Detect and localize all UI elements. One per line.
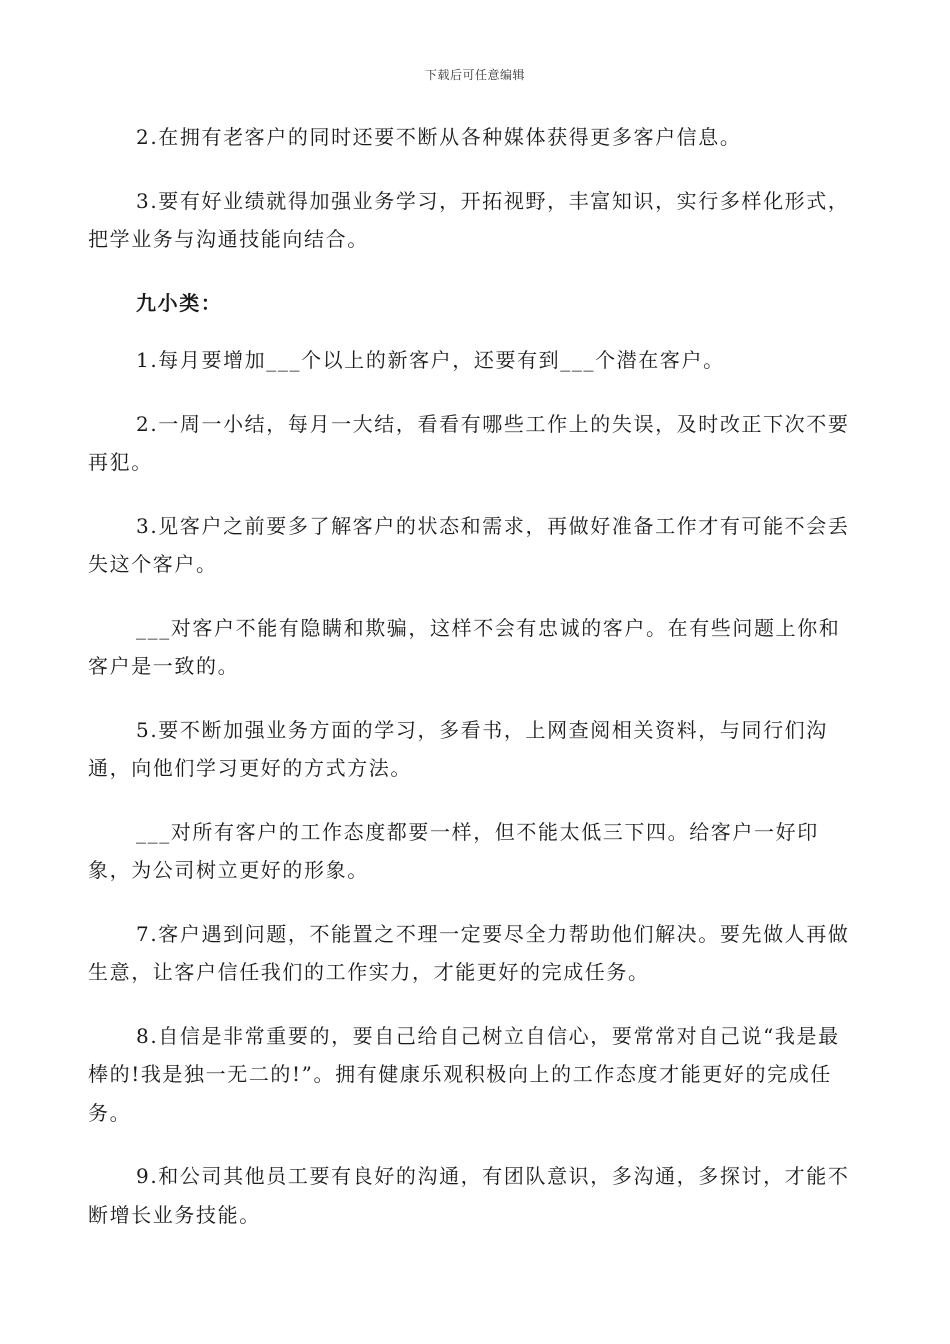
paragraph-item: 7.客户遇到问题，不能置之不理一定要尽全力帮助他们解决。要先做人再做生意，让客户信任我们的工作实力，才能更好的完成任务。 (88, 921, 850, 984)
paragraph-item: 2.一周一小结，每月一大结，看看有哪些工作上的失误，及时改正下次不要再犯。 (88, 411, 850, 474)
paragraph-item: 8.自信是非常重要的，要自己给自己树立自信心，要常常对自己说“我是最棒的!我是独一无二的!”。拥有健康乐观积极向上的工作态度才能更好的完成任务。 (88, 1023, 840, 1125)
document-body (88, 118, 858, 1259)
section-heading: 九小类： (136, 290, 223, 315)
paragraph-item: 1.每月要增加___个以上的新客户，还要有到___个潜在客户。 (136, 348, 725, 372)
paragraph-item: 3.要有好业绩就得加强业务学习，开拓视野，丰富知识，实行多样化形式，把学业务与沟通技能向结合。 (88, 188, 850, 251)
page-header-note: 下载后可任意编辑 (424, 68, 525, 82)
paragraph-item: 5.要不断加强业务方面的学习，多看书，上网查阅相关资料，与同行们沟通，向他们学习更好的方式方法。 (88, 717, 828, 780)
paragraph-item: ___对所有客户的工作态度都要一样，但不能太低三下四。给客户一好印象，为公司树立更好的形象。 (88, 819, 819, 882)
paragraph-item: ___对客户不能有隐瞒和欺骗，这样不会有忠诚的客户。在有些问题上你和客户是一致的。 (88, 615, 841, 678)
paragraph-item: 9.和公司其他员工要有良好的沟通，有团队意识，多沟通，多探讨，才能不断增长业务技能。 (88, 1164, 850, 1227)
paragraph-item: 2.在拥有老客户的同时还要不断从各种媒体获得更多客户信息。 (136, 125, 742, 149)
paragraph-item: 3.见客户之前要多了解客户的状态和需求，再做好准备工作才有可能不会丢失这个客户。 (88, 513, 850, 576)
